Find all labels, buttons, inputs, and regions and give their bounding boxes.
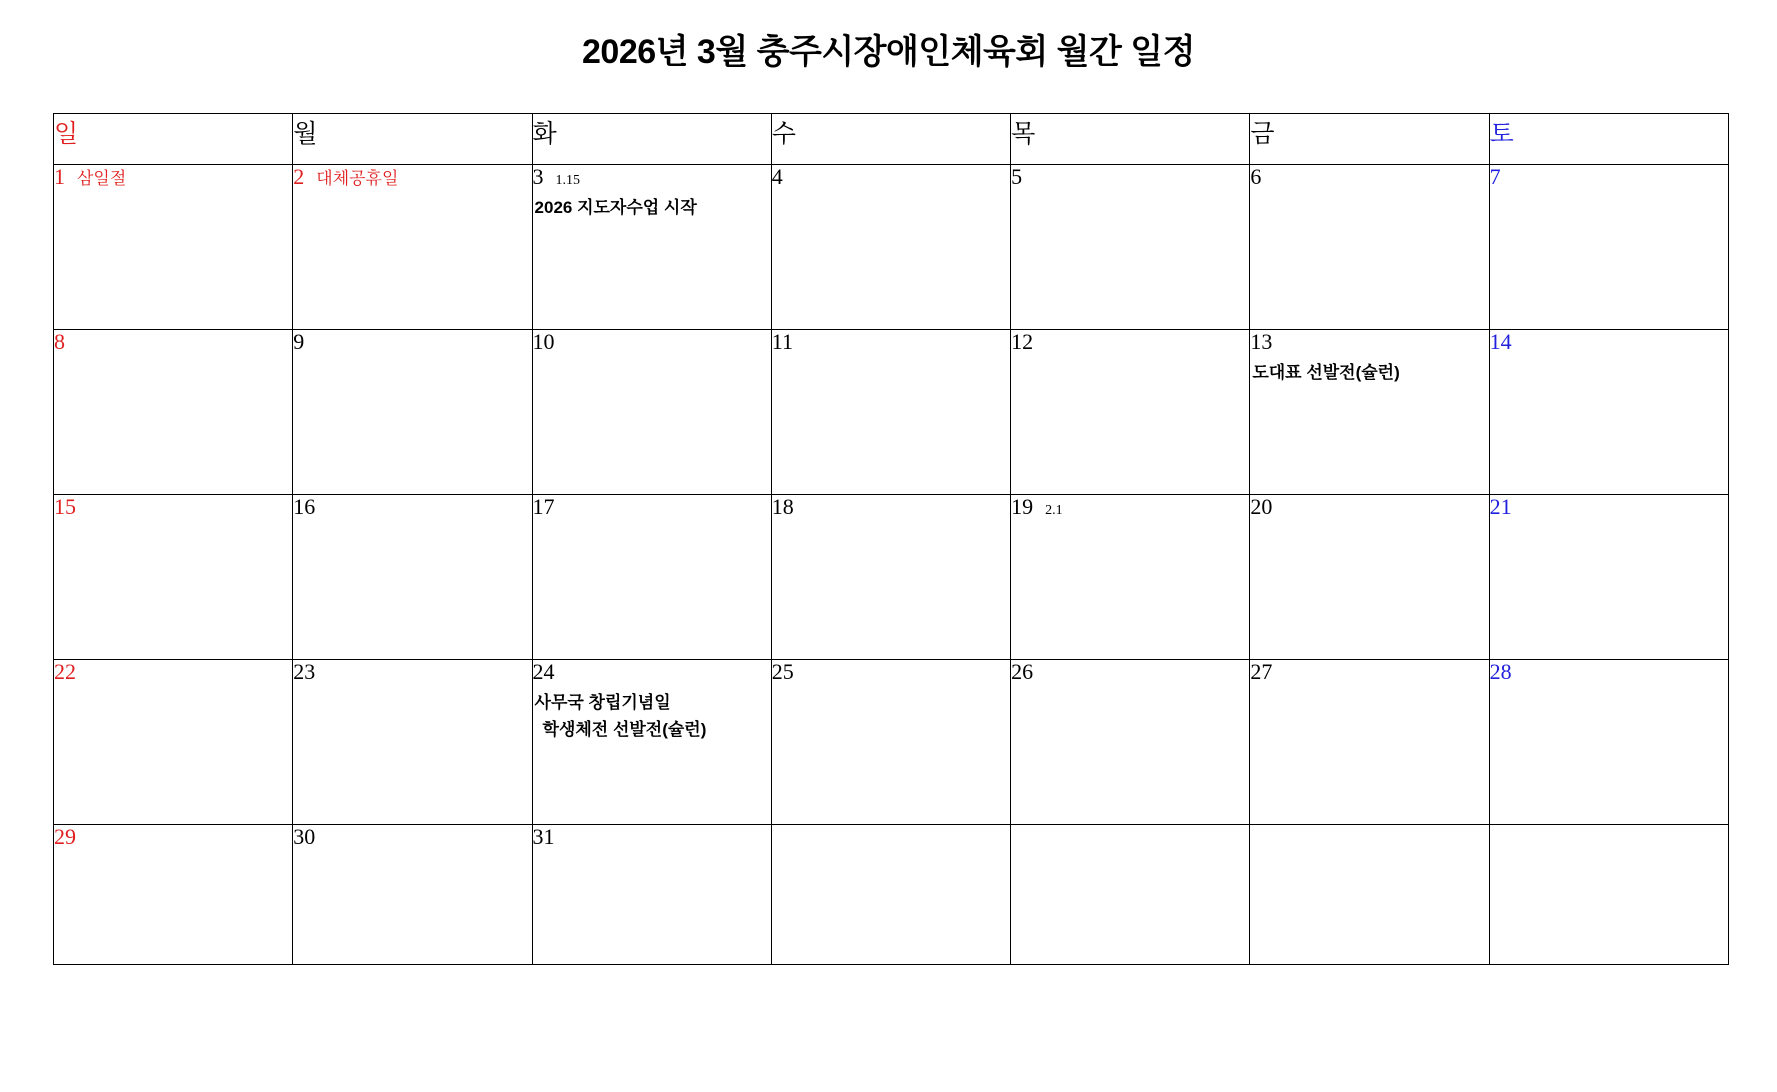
calendar-week-row [54,330,1729,495]
calendar-day-cell[interactable] [771,165,1010,330]
event-item[interactable]: 학생체전 선발전(슐런) [542,719,707,739]
event-list [1250,360,1488,386]
calendar-day-cell[interactable] [771,495,1010,660]
day-number-row [772,495,1010,519]
calendar-day-cell[interactable] [532,165,771,330]
day-number: 20 [1250,494,1273,519]
day-number: 2 [293,164,305,189]
day-number: 15 [54,494,76,519]
day-number-row [1250,165,1488,189]
calendar-header-row [54,114,1729,165]
day-number: 30 [293,824,316,849]
day-number: 13 [1250,329,1273,354]
day-number-row [1011,495,1249,519]
calendar-dow-header: 월 [293,114,532,165]
calendar-day-cell[interactable] [771,330,1010,495]
day-number: 31 [532,824,555,849]
calendar-dow-header: 일 [54,114,293,165]
day-number-row [1250,660,1488,684]
day-number: 28 [1489,659,1512,684]
day-number: 27 [1250,659,1273,684]
day-number: 6 [1250,164,1262,189]
day-number-row [1490,330,1728,354]
calendar-day-cell[interactable] [1250,660,1489,825]
day-number-row [533,660,771,684]
holiday-label: 대체공휴일 [316,169,399,188]
day-number: 10 [532,329,555,354]
day-number-row [1490,495,1728,519]
calendar-day-cell[interactable] [293,495,532,660]
day-number: 22 [54,659,76,684]
calendar-day-cell[interactable] [54,825,293,965]
lunar-date-label: 2.1 [1045,503,1063,518]
calendar-day-cell[interactable] [1250,165,1489,330]
event-list [533,195,771,221]
calendar-dow-header: 금 [1250,114,1489,165]
day-number-row [293,330,531,354]
calendar-empty-cell [1011,825,1250,965]
day-number-row [293,495,531,519]
calendar-week-row [54,495,1729,660]
day-number-row [54,660,292,684]
calendar-day-cell[interactable] [532,660,771,825]
day-number: 3 [532,164,544,189]
day-number-row [1011,330,1249,354]
holiday-label: 삼일절 [77,169,127,188]
day-number-row [293,660,531,684]
day-number: 9 [293,329,305,354]
calendar-day-cell[interactable] [54,660,293,825]
day-number-row [533,495,771,519]
day-number: 18 [771,494,794,519]
day-number-row [1490,165,1728,189]
calendar-day-cell[interactable] [1011,165,1250,330]
day-number: 4 [771,164,783,189]
day-number-row [54,495,292,519]
day-number-row [533,165,771,189]
calendar-day-cell[interactable] [1489,495,1728,660]
day-number-row [293,165,531,189]
calendar-empty-cell [771,825,1010,965]
day-number-row [533,825,771,849]
day-number-row [293,825,531,849]
calendar-day-cell[interactable] [532,825,771,965]
day-number-row [54,330,292,354]
calendar-day-cell[interactable] [1011,495,1250,660]
event-list [533,690,771,743]
day-number: 23 [293,659,316,684]
day-number: 17 [532,494,555,519]
calendar-empty-cell [1489,825,1728,965]
calendar-dow-header: 목 [1011,114,1250,165]
day-number: 7 [1489,164,1501,189]
calendar-day-cell[interactable] [1250,330,1489,495]
event-item[interactable]: 2026 지도자수업 시작 [534,198,697,218]
day-number-row [772,660,1010,684]
calendar-day-cell[interactable] [1011,330,1250,495]
calendar-day-cell[interactable] [54,330,293,495]
day-number-row [1011,660,1249,684]
day-number-row [772,165,1010,189]
day-number: 25 [771,659,794,684]
calendar-empty-cell [1250,825,1489,965]
calendar-dow-header: 화 [532,114,771,165]
calendar-day-cell[interactable] [54,495,293,660]
calendar-dow-header: 수 [771,114,1010,165]
calendar-week-row [54,660,1729,825]
day-number: 11 [771,329,793,354]
calendar-day-cell[interactable] [1489,165,1728,330]
day-number-row [54,825,292,849]
day-number: 26 [1011,659,1034,684]
day-number: 16 [293,494,316,519]
day-number-row [533,330,771,354]
day-number: 5 [1011,164,1023,189]
day-number-row [1490,660,1728,684]
calendar-day-cell[interactable] [771,660,1010,825]
day-number: 19 [1011,494,1034,519]
calendar-day-cell[interactable] [54,165,293,330]
calendar-body [54,165,1729,965]
event-item[interactable]: 사무국 창립기념일 [534,693,671,713]
calendar-week-row [54,165,1729,330]
day-number: 1 [54,164,65,189]
calendar-day-cell[interactable] [293,330,532,495]
calendar-day-cell[interactable] [1250,495,1489,660]
page-title: 2026년 3월 충주시장애인체육회 월간 일정 [582,33,1195,71]
day-number: 29 [54,824,76,849]
lunar-date-label: 1.15 [555,173,581,188]
event-item[interactable]: 도대표 선발전(슐런) [1252,363,1400,383]
calendar-container [53,113,1728,965]
day-number-row [1250,495,1488,519]
day-number: 8 [54,329,65,354]
day-number-row [1011,165,1249,189]
calendar-day-cell[interactable] [1011,660,1250,825]
monthly-calendar-table [53,113,1729,965]
calendar-dow-header: 토 [1489,114,1728,165]
day-number-row [1250,330,1488,354]
calendar-day-cell[interactable] [532,330,771,495]
day-number-row [772,330,1010,354]
day-number: 24 [532,659,555,684]
calendar-day-cell[interactable] [532,495,771,660]
calendar-day-cell[interactable] [1489,660,1728,825]
day-number: 12 [1011,329,1034,354]
day-number: 21 [1489,494,1512,519]
day-number: 14 [1489,329,1512,354]
calendar-day-cell[interactable] [293,165,532,330]
calendar-day-cell[interactable] [293,660,532,825]
calendar-day-cell[interactable] [293,825,532,965]
calendar-week-row [54,825,1729,965]
day-number-row [54,165,292,189]
calendar-day-cell[interactable] [1489,330,1728,495]
